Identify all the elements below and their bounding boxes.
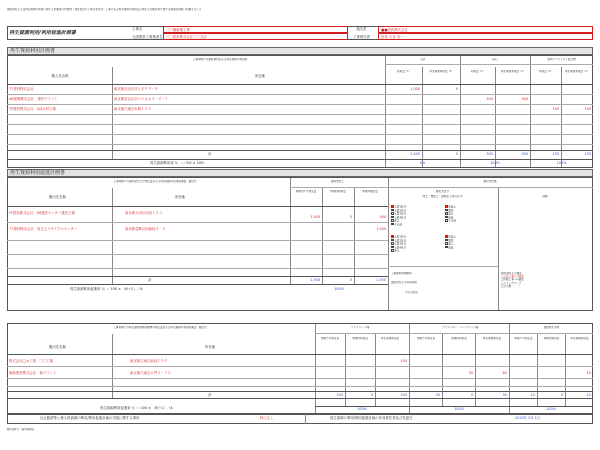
construction-name-field[interactable] — [163, 26, 348, 33]
checklist-item[interactable]: 盛土 — [445, 242, 497, 246]
plan3-row-address: 東京都江東区新島１００ — [130, 359, 168, 363]
plan3-row-wood-c: 10 — [586, 371, 591, 375]
plan1-total-asphalt-amount: 150 — [552, 152, 559, 156]
plan1-col-amount-1: 利用量（t） — [397, 70, 411, 73]
plan1-rate-soil: 0% — [419, 161, 426, 165]
plan2-row-b: 1,500 — [310, 215, 320, 219]
plan3-row-asp-c: 60 — [502, 371, 507, 375]
contractor-value: 〇〇建設株式会社〇〇支店 — [166, 35, 207, 39]
plan1-col-recycled-3: 再生資源利用量（t） — [564, 70, 590, 73]
plan3-col-b: 現場内利用量 — [352, 337, 368, 340]
plan3-row-asp-b: 50 — [468, 371, 473, 375]
plan2-row-d: 1,000 — [376, 227, 386, 231]
checklist-item[interactable]: 改良土 — [445, 235, 497, 239]
plan3-total-asp-b: 0 — [470, 393, 473, 397]
plan1-row-gravel-recycled: 500 — [521, 97, 528, 101]
plan3-total-con-b: 0 — [370, 393, 373, 397]
plan2-group-soil: 建設発生土 — [331, 180, 344, 183]
orderer-label: 発注者 — [356, 27, 367, 31]
plan2-rate-label: 再生資源利用促進率 ％ ＝ 100 × （B＋C）／A — [70, 287, 143, 291]
plan3-col-a2: 現場での発生量 — [416, 337, 436, 340]
contractor-label: 元請建設工事業者名 — [132, 35, 163, 39]
plan2-row-address: 東京都葛飾区西新宿５－５ — [125, 227, 166, 231]
checklist-item[interactable]: その他 — [445, 219, 497, 223]
plan1-group-asphalt: 加熱アスファルト混合物 — [547, 58, 576, 61]
plan3-group-asphalt: アスファルト・コンクリート塊 — [441, 326, 479, 329]
plan1-total-soil-amount: 1,000 — [410, 152, 420, 156]
plan3-col-b2: 現場内利用量 — [451, 337, 467, 340]
plan1-row-address: 東京都渋谷区代々木９９－９ — [114, 87, 159, 91]
plan3-col-a: 現場での発生量 — [320, 337, 340, 340]
plan3-total-label: 計 — [208, 393, 212, 397]
footer-bottom-note: 様式第1号（第3条関係） — [7, 428, 37, 431]
plan3-row-address: 東京都江東区大門５－３３ — [130, 371, 171, 375]
checklist-item[interactable]: 泥土 — [391, 249, 443, 253]
orderer-value: ■■建設株式会社 — [381, 28, 408, 32]
plan1-row-name: 77建材株式会社 — [9, 87, 34, 91]
plan2-total-d: 1,500 — [376, 278, 386, 282]
plan3-col-address: 所在地 — [204, 345, 216, 349]
checklist-item[interactable]: 造成 — [445, 246, 497, 250]
plan3-total-wood-c: 10 — [586, 393, 591, 397]
plan1-group-soil: 土砂 — [419, 58, 426, 61]
plan2-side-note-3: の予定状況 — [405, 291, 418, 294]
plan1-row-soil-amount: 1,000 — [410, 87, 420, 91]
construction-name-label: 工事名 — [132, 27, 143, 31]
plan3-rate-wood: 100% — [546, 407, 556, 411]
plan1-col-recycled-2: 再生資源利用量（t） — [500, 70, 526, 73]
checklist-item[interactable]: 盛土 — [445, 212, 497, 216]
plan2-rate: 100% — [334, 287, 344, 291]
plan1-caption: 工事現場での建設資材および再生資源の利用等 — [192, 58, 248, 61]
plan3-total-wood-a: 10 — [530, 393, 535, 397]
checklist-item[interactable]: 造成 — [445, 216, 497, 220]
plan2-row-address: 東京都大田区羽田１２３ — [125, 211, 163, 215]
plan2-side-note-2: 建設発生土の有効利用 — [391, 281, 417, 284]
plan3-col-b3: 現場内利用量 — [543, 337, 560, 340]
plan3-rate-label: 再生資源利用促進率 ％ ＝ 100 × （B＋C）／A — [100, 406, 173, 410]
plan3-total-wood-b: 0 — [560, 393, 563, 397]
plan3-col-company: 搬出先名称 — [49, 345, 66, 349]
plan2-right-notes: 建設発生土の搬出 □公共工事への搬出 □民間工事への搬出 □ストックヤード □その他（ ） — [501, 272, 525, 288]
plan3-group-concrete: コンクリート塊 — [350, 326, 370, 329]
plan2-checklist-4 — [445, 235, 497, 249]
plan2-checklist-1 — [391, 205, 443, 226]
checklist-item[interactable]: 改良土 — [445, 205, 497, 209]
plan1-row-soil-recycled: 0 — [455, 87, 458, 91]
plan1-total-label: 計 — [208, 152, 212, 156]
plan2-col-a: 現場内での発生量 — [295, 190, 317, 193]
plan2-total-c: 0 — [349, 278, 352, 282]
plan2-row-name: 77建材株式会社 再生土リサイクルセンター — [9, 227, 78, 231]
plan1-total-soil-recycled: 0 — [455, 152, 458, 156]
plan1-col-amount-3: 利用量（t） — [539, 70, 553, 73]
plan2-col-company: 搬出先名称 — [49, 195, 66, 199]
plan3-row-con-c: 100 — [400, 359, 407, 363]
plan3-col-c: 再生資源利用量 — [380, 337, 400, 340]
contractor-field[interactable] — [163, 33, 348, 40]
plan1-total-asphalt-recycled: 150 — [584, 152, 591, 156]
plan1-row-gravel-amount: 500 — [486, 97, 493, 101]
plan2-caption: 工事現場での建設発生土の発生量および再生資源の利用促進量、搬出先 — [113, 180, 197, 183]
plan3-row-name: 株式会社◯×工業 〇〇工場 — [9, 359, 53, 363]
footer-right-label: 再生資源の利用/利用促進計画の作成責任者及び変更日 — [330, 416, 413, 420]
plan1-group-gravel: 砕石 — [492, 58, 498, 61]
plan2-row-d: 500 — [379, 215, 386, 219]
plan1-col-amount-2: 利用量（t） — [471, 70, 485, 73]
plan1-rate-asphalt: 100% — [556, 161, 567, 165]
checklist-item[interactable]: 埋戻 — [445, 209, 497, 213]
plan3-total-con-c: 100 — [400, 393, 407, 397]
plan2-side-note-1: 工事間利用調整等 — [391, 272, 412, 275]
checklist-item[interactable]: 泥土 — [391, 219, 443, 223]
checklist-item[interactable]: その他 — [391, 223, 443, 227]
plan3-row-name: 東新建材株式会社 新プラント — [9, 371, 57, 375]
checklist-item[interactable]: 土質1区分 — [391, 205, 443, 209]
plan2-checklist-3 — [391, 235, 443, 253]
plan2-col-b: 現場内利用量 — [330, 190, 346, 193]
checklist-item[interactable]: 土質1区分 — [391, 235, 443, 239]
plan2-group-plan: 搬出先計画 — [483, 180, 497, 183]
footer-left-label: 社会経済等に係る再資源の利用/利用促進計画の実施に関する事項 — [40, 416, 140, 420]
checklist-item[interactable]: 土質2区分 — [391, 209, 443, 213]
plan1-col-address: 所在地 — [254, 74, 266, 78]
plan1-rate-gravel: 100% — [490, 161, 500, 165]
plan2-row-name: FF建設株式会社 00建設センター建設土場 — [9, 211, 75, 215]
plan1-row-name: AB建築株式会社 建材プラント — [9, 97, 58, 101]
plan1-col-company: 搬入先名称 — [51, 74, 69, 78]
plan2-kubun-caption: （低土・暫仮土・建設泥土等の区分） — [420, 195, 465, 198]
plan2-section-title: 再生資源利用促進計画書 — [7, 169, 593, 177]
checklist-item[interactable]: 土質4区分 — [391, 246, 443, 250]
construction-name-value: 〇〇棟新築工事 — [166, 28, 190, 32]
footer-date: 2019年 5月 1日 — [515, 416, 541, 420]
manager-value: 所長 大谷 羽一 — [381, 35, 404, 39]
plan1-row-address: 東京都江東区有明１３５ — [114, 107, 152, 111]
checklist-item[interactable]: 土質3区分 — [391, 242, 443, 246]
plan3-group-wood: 建設発生木材 — [543, 326, 560, 329]
header-note: 建設発生土又は再生資源の利用に関する計画書の作成例（発注者が行う場合を含む）工事に係る再生資源の利用及び発生土の搬出等に関する事項は別紙に記載すること — [7, 8, 202, 11]
plan2-checklist-2 — [445, 205, 497, 223]
plan3-total-asp-c: 50 — [502, 393, 507, 397]
plan3-rate-concrete: 100% — [357, 407, 367, 411]
plan1-row-address: 東京都渋谷区あいうえお３－２－１ — [114, 97, 169, 101]
plan3-col-c2: 再生資源利用量 — [482, 337, 502, 340]
footer-left-value: 特になし — [260, 416, 274, 420]
plan1-total-gravel-amount: 500 — [486, 152, 493, 156]
plan1-row-asphalt-amount: 150 — [552, 107, 559, 111]
plan2-col-address: 所在地 — [174, 195, 186, 199]
plan3-rate-asphalt: 100% — [454, 407, 464, 411]
plan2-row-c: 0 — [349, 215, 352, 219]
manager-label: 工事責任者 — [353, 35, 370, 39]
plan3-caption: 工事現場での特定建設資材廃棄物の発生量および再生資源の利用促進量、搬出先 — [113, 326, 207, 329]
form-title: 再生資源利用/利用促進計画書 — [9, 30, 76, 36]
checklist-item[interactable]: 土質4区分 — [391, 216, 443, 220]
plan1-col-recycled-1: 再生資源利用量（t） — [429, 70, 454, 73]
plan1-rate-label: 再生資源利用率 ％ （＝Y/X × 100） — [150, 161, 207, 165]
plan3-total-asp-a: 50 — [435, 393, 440, 397]
plan3-total-con-a: 100 — [336, 393, 343, 397]
checklist-item[interactable]: 埋戻 — [445, 239, 497, 243]
plan1-row-name: TP建材株式会社 QQ合材工場 — [9, 107, 56, 111]
plan1-row-asphalt-recycled: 150 — [584, 107, 591, 111]
checklist-item[interactable]: 土質2区分 — [391, 239, 443, 243]
plan1-section-title: 再生資源利用計画書 — [7, 47, 593, 55]
plan2-total-b: 1,500 — [310, 278, 320, 282]
plan2-col-kubun: 搬出先区分 — [436, 190, 449, 193]
manager-field[interactable] — [378, 33, 593, 40]
plan1-total-gravel-recycled: 500 — [521, 152, 528, 156]
orderer-field[interactable] — [378, 26, 593, 33]
plan2-col-c: 現場外搬出量 — [362, 190, 378, 193]
plan3-col-c3: 再生資源利用量 — [570, 337, 589, 340]
checklist-item[interactable]: 土質3区分 — [391, 212, 443, 216]
plan2-total-label: 計 — [148, 278, 152, 282]
plan3-col-a3: 現場での発生量 — [514, 337, 533, 340]
plan2-col-detail: 詳細 — [542, 195, 548, 198]
